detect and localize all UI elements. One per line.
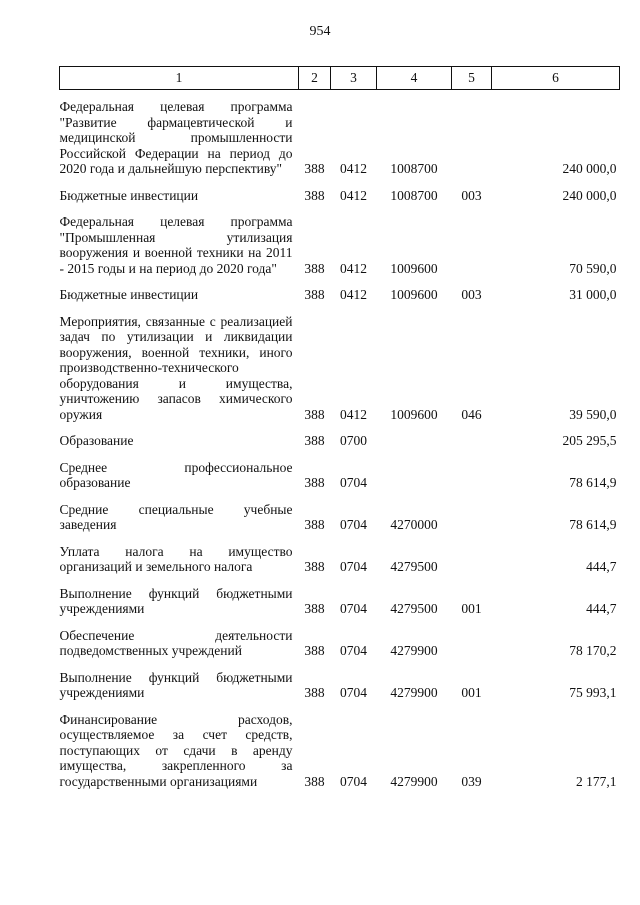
row-col4-cell: 4270000 xyxy=(390,517,438,532)
row-amount-cell: 39 590,0 xyxy=(569,406,617,422)
table-header-row xyxy=(60,67,620,90)
row-col4-cell xyxy=(377,449,452,491)
row-col2-cell: 388 xyxy=(304,433,325,448)
row-col2-cell: 388 xyxy=(304,287,325,302)
row-col3-cell: 0412 xyxy=(340,260,367,276)
table-row xyxy=(60,617,620,659)
row-col3-cell: 0704 xyxy=(340,601,367,616)
row-amount-cell: 78 614,9 xyxy=(569,475,617,490)
row-amount-cell: 70 590,0 xyxy=(569,260,617,276)
page-number: 954 xyxy=(309,24,331,39)
row-amount-cell: 444,7 xyxy=(586,559,617,574)
row-col5-cell xyxy=(452,617,492,659)
row-col5-cell xyxy=(452,203,492,276)
row-col4-cell: 4279900 xyxy=(390,773,438,789)
row-col4-cell: 4279900 xyxy=(390,643,438,658)
table-row xyxy=(60,449,620,491)
row-col5-cell: 003 xyxy=(461,287,482,302)
row-col5-cell: 001 xyxy=(461,685,482,700)
row-col5-cell xyxy=(452,533,492,575)
row-col2-cell: 388 xyxy=(304,773,325,789)
column-header-4: 4 xyxy=(377,67,452,90)
row-col4-cell: 4279500 xyxy=(390,559,438,574)
row-amount-cell: 2 177,1 xyxy=(576,773,617,789)
row-name-cell: Выполнение функций бюджетными учреждениями xyxy=(59,669,293,700)
table-row xyxy=(60,276,620,303)
row-col3-cell: 0704 xyxy=(340,685,367,700)
row-amount-cell: 240 000,0 xyxy=(562,161,617,176)
row-col4-cell: 1009600 xyxy=(390,260,438,276)
table-row xyxy=(60,177,620,204)
row-col3-cell: 0704 xyxy=(340,643,367,658)
row-col2-cell: 388 xyxy=(304,559,325,574)
row-name-cell: Бюджетные инвестиции xyxy=(59,287,199,302)
row-col4-cell: 1009600 xyxy=(390,287,438,302)
table-row xyxy=(60,701,620,790)
row-col4-cell: 1009600 xyxy=(390,406,438,422)
column-header-5: 5 xyxy=(452,67,492,90)
table-row xyxy=(60,90,620,177)
row-col3-cell: 0412 xyxy=(340,187,367,203)
row-amount-cell: 31 000,0 xyxy=(569,287,617,302)
row-col5-cell xyxy=(452,449,492,491)
row-col5-cell: 003 xyxy=(461,187,482,203)
row-name-cell: Мероприятия, связанные с реализацией задач по утилизации и ликвидации вооружения, военной техники, иного производственно-технического оборудования и имущества, уничтожению запасов химического оружия xyxy=(59,313,293,422)
row-col4-cell: 1008700 xyxy=(390,161,438,176)
row-name-cell: Бюджетные инвестиции xyxy=(59,187,199,203)
row-amount-cell: 205 295,5 xyxy=(562,433,617,448)
row-col2-cell: 388 xyxy=(304,685,325,700)
row-col3-cell: 0700 xyxy=(340,433,367,448)
row-col2-cell: 388 xyxy=(304,161,325,176)
row-name-cell: Уплата налога на имущество организаций и земельного налога xyxy=(59,543,293,574)
row-col2-cell: 388 xyxy=(304,517,325,532)
row-col3-cell: 0412 xyxy=(340,406,367,422)
row-name-cell: Среднее профессиональное образование xyxy=(59,459,293,490)
table-row xyxy=(60,659,620,701)
row-col5-cell xyxy=(452,422,492,449)
row-col2-cell: 388 xyxy=(304,260,325,276)
row-col2-cell: 388 xyxy=(304,406,325,422)
row-amount-cell: 240 000,0 xyxy=(562,187,617,203)
row-amount-cell: 78 614,9 xyxy=(569,517,617,532)
column-header-6: 6 xyxy=(492,67,620,90)
table-row xyxy=(60,575,620,617)
column-header-1: 1 xyxy=(60,67,299,90)
table-row xyxy=(60,533,620,575)
row-col5-cell: 001 xyxy=(461,601,482,616)
row-col3-cell: 0412 xyxy=(340,287,367,302)
row-col2-cell: 388 xyxy=(304,643,325,658)
row-col2-cell: 388 xyxy=(304,475,325,490)
table-row xyxy=(60,303,620,423)
row-name-cell: Средние специальные учебные заведения xyxy=(59,501,293,532)
budget-table xyxy=(59,66,620,789)
row-col3-cell: 0704 xyxy=(340,559,367,574)
row-col3-cell: 0704 xyxy=(340,475,367,490)
row-col3-cell: 0704 xyxy=(340,517,367,532)
column-header-2: 2 xyxy=(299,67,331,90)
row-col3-cell: 0412 xyxy=(340,161,367,176)
row-col4-cell: 4279500 xyxy=(390,601,438,616)
row-col5-cell: 039 xyxy=(461,773,482,789)
table-row xyxy=(60,422,620,449)
row-name-cell: Обеспечение деятельности подведомственных учреждений xyxy=(59,627,293,658)
row-col4-cell: 1008700 xyxy=(390,187,438,203)
row-name-cell: Федеральная целевая программа "Развитие фармацевтической и медицинской промышленности Российской Федерации на период до 2020 года и дальнейшую перспективу" xyxy=(59,99,293,176)
row-amount-cell: 78 170,2 xyxy=(569,643,617,658)
row-col5-cell xyxy=(452,491,492,533)
row-col5-cell: 046 xyxy=(461,406,482,422)
row-name-cell: Федеральная целевая программа "Промышленная утилизация вооружения и военной техники на 2011 - 2015 годы и на период до 2020 года" xyxy=(59,214,293,276)
row-col3-cell: 0704 xyxy=(340,773,367,789)
row-col2-cell: 388 xyxy=(304,187,325,203)
column-header-3: 3 xyxy=(331,67,377,90)
row-col2-cell: 388 xyxy=(304,601,325,616)
row-name-cell: Выполнение функций бюджетными учреждениями xyxy=(59,585,293,616)
row-col4-cell xyxy=(377,422,452,449)
row-name-cell: Финансирование расходов, осуществляемое за счет средств, поступающих от сдачи в аренду имущества, закрепленного за государственными организациями xyxy=(59,711,293,789)
row-col4-cell: 4279900 xyxy=(390,685,438,700)
table-row xyxy=(60,491,620,533)
row-col5-cell xyxy=(452,90,492,177)
row-amount-cell: 75 993,1 xyxy=(569,685,617,700)
row-amount-cell: 444,7 xyxy=(586,601,617,616)
table-row xyxy=(60,203,620,276)
row-name-cell: Образование xyxy=(59,433,134,448)
